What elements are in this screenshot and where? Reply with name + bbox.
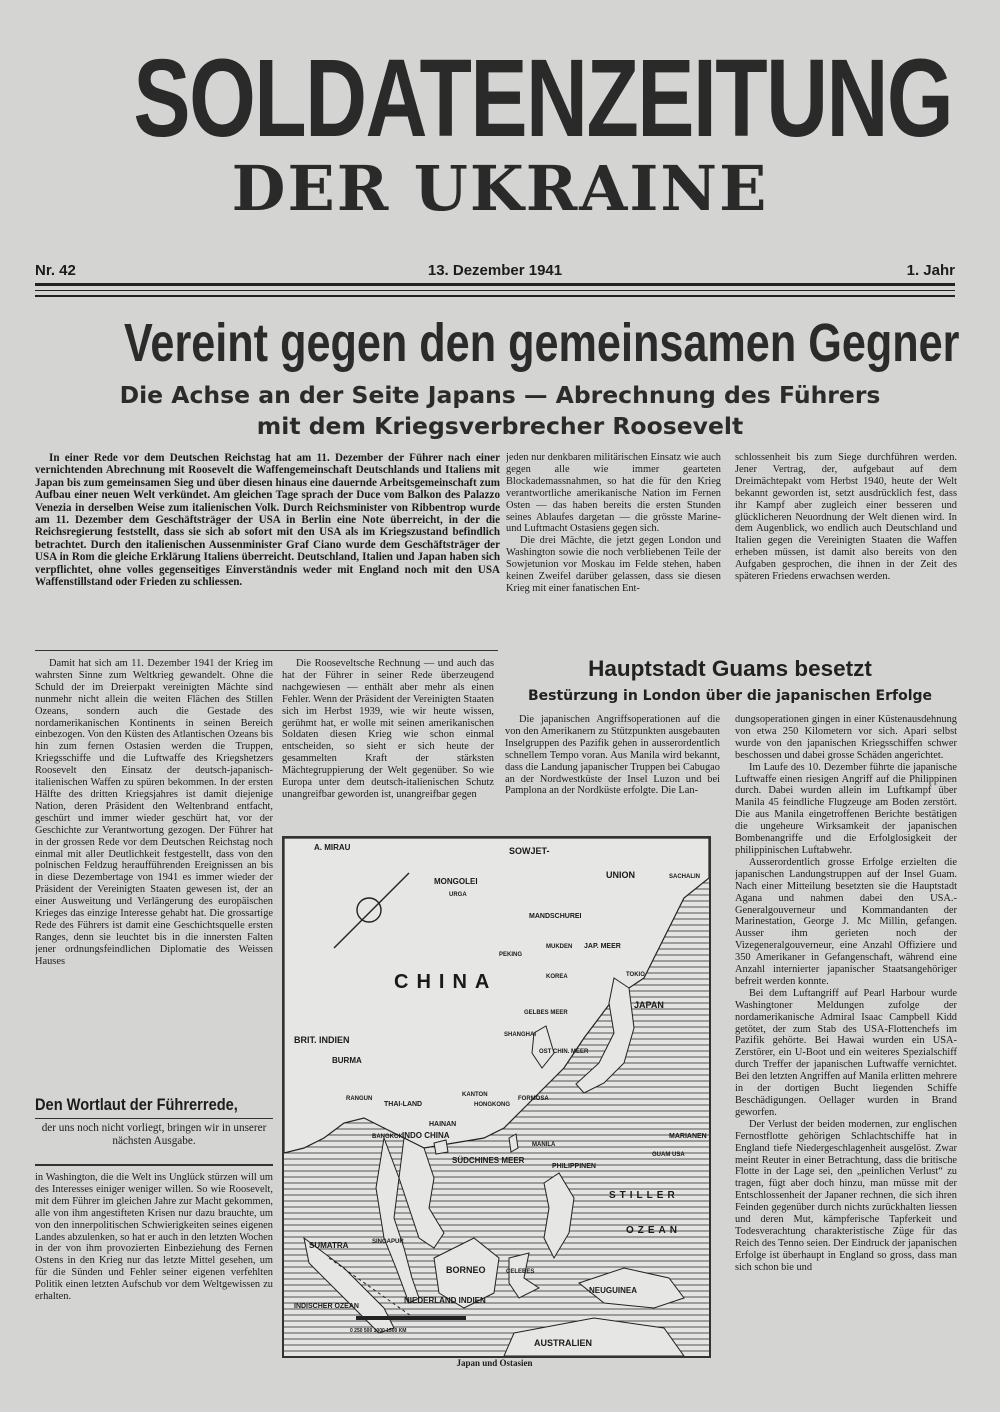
issue-number: Nr. 42 — [35, 262, 76, 279]
article-paragraph: dungsoperationen gingen in einer Küstenausdehnung von etwa 250 Kilometern vor sich. Apari selbst wurde von den japanischen Kriegsschiffen schwer beschossen und dabei grosse Schäden angerichtet. — [735, 714, 957, 761]
map-label-borneo: BORNEO — [446, 1265, 486, 1275]
issue-year: 1. Jahr — [906, 262, 955, 279]
header-rule-lower — [35, 295, 955, 297]
guam-headline: Hauptstadt Guams besetzt — [588, 656, 872, 681]
header-rule-thin — [35, 290, 955, 291]
map-east-asia — [282, 836, 711, 1358]
lead-text: In einer Rede vor dem Deutschen Reichstag hat am 11. Dezember der Führer nach einer vernichtenden Abrechnung mit Roosevelt die Waffengemeinschaft Deutschlands und Italiens mit Japan bis zum gemeinsamen Sieg und über diesen hinaus eine dauernde Arbeitsgemeinschaft zum Aufbau einer neuen Welt verkündet. Am gleichen Tage sprach der Duce vom Balkon des Palazzo Venezia in derselben Weise zum italienischen Volk. Durch Reichsminister von Ribbentrop wurde am 11. Dezember dem Geschäftsträger der USA in Berlin eine Note überreicht, in der die Reichsregierung feststellt, dass sie sich ab sofort mit den USA als im Kriegszustand befindlich betrachtet. Durch den italienischen Aussenminister Graf Ciano wurde dem Geschäftsträger der USA in Rom die gleiche Erklärung Italiens überreicht. Deutschland, Italien und Japan haben sich verpflichtet, ohne volles gegenseitiges Einverständnis weder mit England noch mit den USA Waffenstillstand oder Frieden zu schliessen. — [35, 452, 500, 589]
map-label-suedchinmeer: SÜDCHINES MEER — [452, 1156, 525, 1165]
map-label-indischer: INDISCHER OZEAN — [294, 1303, 359, 1310]
map-label-tokio: TOKIO — [626, 972, 645, 978]
map-label-kanton: KANTON — [462, 1092, 488, 1098]
map-label-peking: PEKING — [499, 952, 523, 958]
map-label-burma: BURMA — [332, 1056, 362, 1065]
map-label-bangkok: BANGKOK — [372, 1134, 403, 1140]
map-author: A. MIRAU — [314, 843, 351, 852]
article-column-top-middle — [506, 452, 721, 642]
map-label-formosa: FORMOSA — [518, 1096, 549, 1102]
column-rule — [35, 650, 498, 651]
guam-column-b — [735, 714, 957, 1354]
map-formosa — [509, 1134, 518, 1152]
map-label-japan: JAPAN — [634, 1000, 664, 1010]
subheadline-line-2: mit dem Kriegsverbrecher Roosevelt — [256, 412, 744, 440]
map-label-sumatra: SUMATRA — [309, 1241, 349, 1250]
map-label-celebes: CELEBES — [506, 1269, 535, 1275]
map-label-singapur: SINGAPUR — [372, 1239, 404, 1245]
article-paragraph: Die Rooseveltsche Rechnung — und auch das hat der Führer in seiner Rede überzeugend nachgewiesen — enthält aber mehr als einen Fehler. Wenn der Präsident der Vereinigten Staaten sich im Herbst 1939, wie wir heute wissen, gerühmt hat, er wolle mit seinen amerikanischen Soldaten diesen Krieg wie schon einmal entscheiden, so sieht er sich heute der gesammelten Kraft der stärksten Mächtegruppierung der Welt gegenüber. So wie Europa unter dem deutsch-italienischen Schutz unangreifbar geworden ist, unangreifbar gegen — [282, 658, 494, 800]
article-paragraph: Der Verlust der beiden modernen, zur englischen Fernostflotte gehörigen Schlachtschiffe hat in England tiefe Niedergeschlagenheit ausgelöst. Zwar meint Reuter in einer Betrachtung, dass die britische Flotte in der Lage sei, den „peinlichen Verlust“ zu tragen, fügt aber doch hinzu, man müsse mit der Entschlossenheit der Japaner rechnen, die sich ihren Feinden gegenüber durch nichts zurückhalten liessen und deren Mut, kämpferische Tapferkeit und Todesverachtung charakteristische Züge für das Reich des Tenno seien. Der Eindruck der japanischen Erfolge ist überhaupt in England so gross, dass man sich schon bie und — [735, 1118, 957, 1273]
article-paragraph: Im Laufe des 10. Dezember führte die japanische Luftwaffe einen riesigen Angriff auf die Philippinen durch. Dabei wurden allein im Luftkampf über Manila 45 feindliche Flugzeuge am Boden zerstört. Die aus Manila eingetroffenen Berichte bestätigen die ungeheure Wirksamkeit der japanischen Bombenangriffe und die Erfolglosigkeit der philippinischen Luftabwehr. — [735, 761, 957, 856]
wortlaut-rule — [35, 1118, 273, 1119]
map-label-korea: KOREA — [546, 974, 568, 980]
guam-subheadline: Bestürzung in London über die japanischen Erfolge — [527, 688, 933, 704]
map-hainan — [434, 1140, 448, 1154]
map-label-rangun: RANGUN — [346, 1096, 373, 1102]
article-paragraph: schlossenheit bis zum Siege durchführen werden. Jener Vertrag, der, aufgebaut auf dem Dreimächtepakt vom Herbst 1940, heute der Welt bekannt geworden ist, setzt ausdrücklich fest, dass ihr Kampf aber zugleich einer besseren und glücklicheren Neuordnung der Welt dienen wird. In dem Augenblick, wo endlich auch Deutschland und Italien gegen die Vereinigten Staaten die Waffen erheben müssen, ist damit also bereits von den Aufgaben gesprochen, die ihnen in der Zeit des späteren Friedens erwachsen werden. — [735, 452, 957, 583]
masthead — [30, 37, 970, 225]
article-paragraph: Die drei Mächte, die jetzt gegen London und Washington sowie die noch verbliebenen Teile der Sowjetunion vor Moskau im Felde stehen, haben keinen Zweifel darüber gelassen, dass sie diesen Krieg mit einer fanatischen Ent- — [506, 535, 721, 594]
map-label-neuguinea: NEUGUINEA — [589, 1286, 638, 1295]
article-column-1 — [35, 658, 273, 1090]
header-rule-thick — [35, 283, 955, 286]
subheadline-line-1: Die Achse an der Seite Japans — Abrechnung des Führers — [119, 381, 881, 409]
article-paragraph: Damit hat sich am 11. Dezember 1941 der Krieg im wahrsten Sinne zum Weltkrieg gewandelt. Ohne die Schuld der im Dreierpakt vereinigten Mächte sind nunmehr nicht allein die weiten Flächen des Stillen Ozeans, sondern auch die Gestade des nordamerikanischen Kontinents in seinen Bereich einbezogen. Von den Küsten des Atlantischen Ozeans bis hin zum fernen Ostasien werden die Truppen, Kriegsschiffe und die Luftwaffe des Kriegshetzers Roosevelt den Einsatz der deutsch-japanisch-italienischen Waffen zu spüren bekommen. In der ersten Hälfte des dritten Kriegsjahres ist damit diejenige Nation, deren Präsident den Weltenbrand entfacht, geschürt und immer wieder geschürt hat, vor der Geschichte zur Verantwortung gezogen. Der Führer hat in der grossen Rede vor dem Deutschen Reichstag noch einmal mit aller Deutlichkeit festgestellt, dass von den polnischen Feldzug heraufführenden Ereignissen an bis in diese Dezembertage von 1941 es immer wieder der Präsident der Vereinigten Staaten gewesen ist, der an einer Ausweitung und Verlängerung des europäischen Krieges das einzige Interesse gehabt hat. Die grossartige Rede des Führers ist damit eine Geschichtsquelle ersten Ranges, denn sie leuchtet bis in die innersten Falten jener ordnungsfeindlichen Diplomatie des Weissen Hauses — [35, 658, 273, 967]
map-label-marianen: MARIANEN — [669, 1133, 707, 1140]
map-caption: Japan und Ostasien — [456, 1358, 533, 1368]
article-paragraph: in Washington, die die Welt ins Unglück stürzen will um des Interesses einiger weniger willen. So wie Roosevelt, mit dem Führer im gleichen Jahre zur Macht gekommen, alle von ihm angestifteten Krisen nur dazu brauchte, um von den innerpolitischen Schwierigkeiten seines eigenen Landes abzulenken, so hat er auch in den letzten Wochen in der von ihm provozierten Einbeziehung des Fernen Ostens in den Krieg nur das letzte Mittel gesehen, um für die Sünden und Fehler seiner eigenen verfehlten Politik einen letzten Aufschub vor dem Weltgewissen zu erhalten. — [35, 1172, 273, 1303]
article-paragraph: Ausserordentlich grosse Erfolge erzielten die japanischen Landungstruppen auf der Insel Guam. Nach einer Mitteilung besetzten sie die Hauptstadt Agana und nahmen dabei den USA.-Generalgouverneur und Kommandanten der Marinestation, George J. Mc Millin, gefangen. Ausser ihm gerieten noch der Vizegeneralgouverneur, eine Anzahl Offiziere und 350 Amerikaner in Gefangenschaft, während eine Anzahl internierter japanischer Staatsangehöriger befreit werden konnte. — [735, 856, 957, 987]
map-label-japmeer: JAP. MEER — [584, 943, 621, 950]
main-subheadline — [30, 380, 970, 442]
map-scale-bar — [356, 1316, 466, 1320]
map-label-china: CHINA — [394, 971, 498, 993]
article-column-1-continued — [35, 1172, 273, 1372]
map-label-britindien: BRIT. INDIEN — [294, 1035, 350, 1045]
map-label-sachalin: SACHALIN — [669, 874, 700, 880]
article-column-2 — [282, 658, 494, 828]
map-label-union: UNION — [606, 870, 635, 880]
masthead-subtitle: DER UKRAINE — [231, 152, 769, 225]
map-label-niederlindien: NIEDERLAND INDIEN — [404, 1296, 486, 1305]
map-scale-label: 0 250 500 1000 1500 KM — [350, 1328, 407, 1334]
map-label-manila: MANILA — [532, 1142, 556, 1148]
map-label-mongolei: MONGOLEI — [434, 877, 478, 886]
main-headline: Vereint gegen den gemeinsamen Gegner — [124, 313, 960, 373]
wortlaut-rule-bottom — [35, 1164, 273, 1166]
map-label-gelbesmeer: GELBES MEER — [524, 1010, 568, 1016]
map-label-shanghai: SHANGHAI — [504, 1032, 537, 1038]
map-label-mukden: MUKDEN — [546, 944, 573, 950]
map-label-sowjet: SOWJET- — [509, 846, 550, 856]
article-paragraph: jeden nur denkbaren militärischen Einsatz wie auch gegen alle wie immer gearteten Blockademassnahmen, so hat die für den Krieg verantwortliche amerikanische Nation im Fernen Osten — das haben bereits die ersten Stunden seines Ablaufes dargetan — die grösste Marine- und Luftmacht Ostasiens gegen sich. — [506, 452, 721, 535]
article-paragraph: Bei dem Luftangriff auf Pearl Harbour wurde Washingtoner Meldungen zufolge der nordamerikanische Admiral Isaac Campbell Kidd getötet, der zum Stab des USA-Flottenchefs im Pazifik gehörte. Bei Hawai wurden ein USA-Zerstörer, ein U-Boot und ein weiteres Spezialschiff durch Treffer der japanischen Luftwaffe vernichtet. Bei den letzten Angriffen auf Manila erlitten mehrere in der dortigen Bucht liegenden Schiffe Beschädigungen. Oellager wurden in Brand geworfen. — [735, 987, 957, 1118]
guam-column-a — [505, 714, 720, 824]
map-label-thailand: THAI-LAND — [384, 1101, 423, 1108]
map-label-indochina: INDO CHINA — [402, 1131, 450, 1140]
wortlaut-title: Den Wortlaut der Führerrede, — [35, 1095, 238, 1114]
map-label-hongkong: HONGKONG — [474, 1102, 510, 1108]
article-paragraph: Die japanischen Angriffsoperationen auf die von den Amerikanern zu Stützpunkten ausgebauten Inselgruppen des Pazifik gehen in ausserordentlich schnellem Tempo voran. Aus Manila wird bekannt, dass die Landung japanischer Truppen bei Cabugao an der Nordwestküste der Insel Luzon und bei Pamplona an der Nordküste erfolgte. Die Lan- — [505, 714, 720, 797]
map-label-ozean: OZEAN — [626, 1225, 681, 1236]
lead-paragraph — [35, 452, 500, 654]
article-column-top-right — [735, 452, 957, 642]
map-label-australien: AUSTRALIEN — [534, 1338, 592, 1348]
map-label-stiller: STILLER — [609, 1190, 679, 1201]
masthead-title: SOLDATENZEITUNG — [133, 37, 953, 160]
map-label-urga: URGA — [449, 892, 467, 898]
map-label-hainan: HAINAN — [429, 1121, 457, 1128]
map-label-ostchinmeer: OST CHIN. MEER — [539, 1049, 589, 1055]
map-label-mandschurei: MANDSCHUREI — [529, 913, 582, 920]
wortlaut-text: der uns noch nicht vorliegt, bringen wir in unserer nächsten Ausgabe. — [41, 1122, 267, 1147]
map-drawing — [284, 838, 709, 1356]
map-label-guam: GUAM USA — [652, 1152, 685, 1158]
issue-date: 13. Dezember 1941 — [427, 262, 563, 279]
map-label-philippinen: PHILIPPINEN — [552, 1163, 596, 1170]
